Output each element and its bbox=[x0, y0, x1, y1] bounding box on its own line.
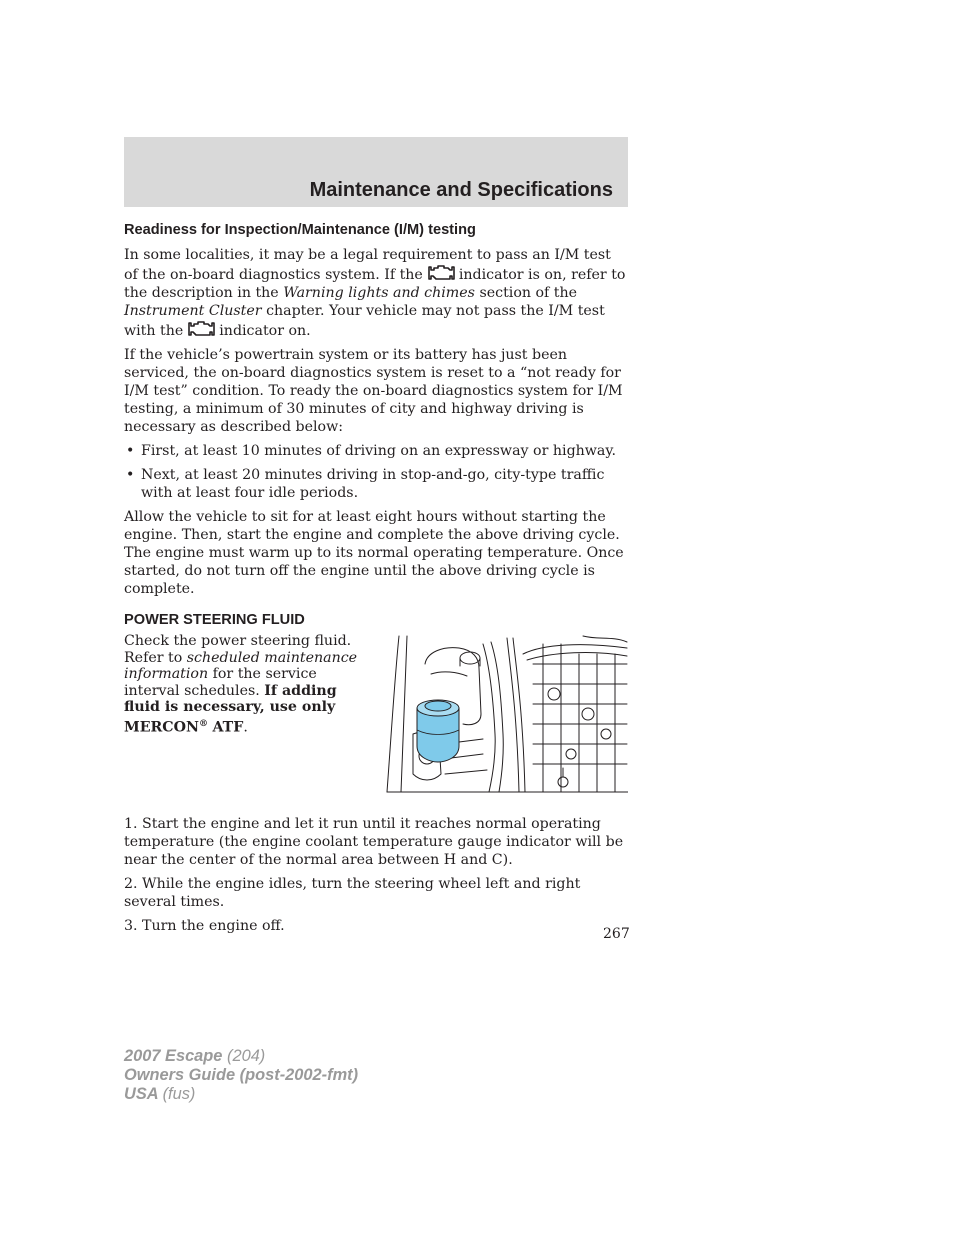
step-2: 2. While the engine idles, turn the steering wheel left and right several times. bbox=[124, 876, 581, 910]
text-run: . bbox=[243, 719, 248, 736]
power-steering-heading: POWER STEERING FLUID bbox=[124, 612, 305, 628]
chapter-title: Maintenance and Specifications bbox=[309, 179, 613, 201]
im-testing-paragraph-1 bbox=[124, 246, 628, 340]
chapter-header-band bbox=[124, 137, 628, 207]
cross-reference-instrument-cluster: Instrument Cluster bbox=[124, 303, 262, 319]
power-steering-reservoir-highlight bbox=[417, 700, 459, 762]
list-item-text: Next, at least 20 minutes driving in stop-and-go, city-type traffic with at least four idle periods. bbox=[141, 467, 605, 501]
im-testing-paragraph-3: Allow the vehicle to sit for at least eight hours without starting the engine. Then, start the engine and complete the above driving cycle. The engine must warm up to its normal operating temperature. Once started, do not turn off the engine until the above driving cycle is complete. bbox=[124, 509, 624, 597]
text-run: indicator on. bbox=[219, 323, 311, 339]
step-3: 3. Turn the engine off. bbox=[124, 918, 285, 934]
footer-market-code: (fus) bbox=[162, 1085, 196, 1103]
step-1: 1. Start the engine and let it run until it reaches normal operating temperature (the engine coolant temperature gauge indicator will be near the center of the normal area between H and C). bbox=[124, 816, 624, 868]
registered-mark: ® bbox=[198, 718, 208, 729]
footer-line-2: Owners Guide (post-2002-fmt) bbox=[124, 1066, 359, 1084]
list-item-text: First, at least 10 minutes of driving on an expressway or highway. bbox=[141, 443, 617, 459]
driving-cycle-list bbox=[124, 442, 628, 502]
power-steering-block bbox=[124, 633, 628, 801]
footer-model-code: (204) bbox=[227, 1047, 266, 1065]
check-engine-icon bbox=[427, 264, 455, 282]
text-run: chapter. Your vehicle may not pass the I/M test with the bbox=[124, 303, 605, 339]
footer-market: USA bbox=[124, 1085, 158, 1103]
fluid-warning-text: If adding fluid is necessary, use only MERCON bbox=[124, 682, 337, 736]
text-run: In some localities, it may be a legal requirement to pass an I/M test of the on-board diagnostics system. If the bbox=[124, 247, 611, 283]
list-item bbox=[124, 466, 628, 502]
page-number: 267 bbox=[603, 926, 630, 942]
power-steering-paragraph bbox=[124, 633, 372, 736]
text-run: indicator is on, refer to the description in the bbox=[124, 267, 626, 301]
list-item bbox=[124, 442, 628, 460]
bullet-icon: • bbox=[126, 443, 135, 459]
page-content bbox=[124, 221, 628, 941]
im-testing-paragraph-2: If the vehicle’s powertrain system or its battery has just been serviced, the on-board diagnostics system is reset to a “not ready for I/M test” condition. To ready the on-board diagnostics system for I/M testing, a minimum of 30 minutes of city and highway driving is necessary as described below: bbox=[124, 347, 623, 435]
footer-line-3 bbox=[124, 1085, 358, 1104]
check-engine-icon bbox=[187, 320, 215, 338]
cross-reference-warning-lights: Warning lights and chimes bbox=[283, 285, 475, 301]
text-run: for the service interval schedules. bbox=[124, 666, 317, 699]
document-footer bbox=[124, 1047, 358, 1104]
text-run: Check the power steering fluid. Refer to bbox=[124, 633, 352, 666]
text-run: section of the bbox=[479, 285, 578, 301]
bullet-icon: • bbox=[126, 467, 135, 483]
footer-model: 2007 Escape bbox=[124, 1047, 223, 1065]
engine-compartment-illustration bbox=[383, 634, 628, 794]
fluid-type-text: ATF bbox=[212, 719, 244, 736]
cross-reference-scheduled-maintenance: scheduled maintenance information bbox=[124, 649, 358, 683]
im-testing-heading: Readiness for Inspection/Maintenance (I/M) testing bbox=[124, 222, 476, 238]
footer-line-1 bbox=[124, 1047, 358, 1066]
